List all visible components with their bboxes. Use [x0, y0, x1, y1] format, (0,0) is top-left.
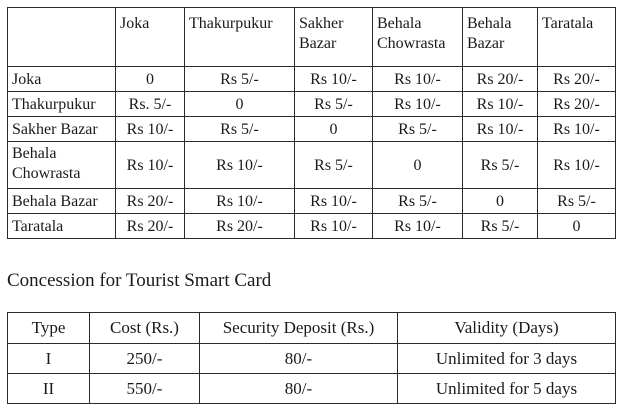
table-row: [8, 374, 616, 404]
fare-table-header-row: [8, 8, 616, 67]
row-header: Joka: [8, 67, 116, 92]
validity-cell: Unlimited for 3 days: [398, 344, 616, 374]
table-row: [8, 117, 616, 142]
column-header: Security Deposit (Rs.): [200, 313, 398, 344]
cost-cell: 250/-: [90, 344, 200, 374]
fare-cell: Rs 5/-: [463, 214, 538, 239]
fare-cell: Rs 10/-: [463, 92, 538, 117]
fare-cell: Rs 10/-: [116, 142, 185, 189]
column-header: Taratala: [538, 8, 616, 67]
fare-cell: 0: [463, 189, 538, 214]
fare-cell: Rs 10/-: [116, 117, 185, 142]
fare-cell: Rs 5/-: [538, 189, 616, 214]
fare-cell: Rs 5/-: [295, 142, 373, 189]
deposit-cell: 80/-: [200, 344, 398, 374]
concession-table: [7, 312, 616, 404]
table-row: [8, 67, 616, 92]
fare-cell: Rs 10/-: [373, 214, 463, 239]
column-header: Behala Bazar: [463, 8, 538, 67]
fare-cell: Rs 10/-: [295, 67, 373, 92]
fare-cell: 0: [185, 92, 295, 117]
fare-cell: Rs 10/-: [538, 117, 616, 142]
fare-cell: Rs 20/-: [116, 189, 185, 214]
fare-cell: 0: [295, 117, 373, 142]
fare-cell: Rs 5/-: [295, 92, 373, 117]
type-cell: II: [8, 374, 90, 404]
row-header: Taratala: [8, 214, 116, 239]
type-cell: I: [8, 344, 90, 374]
fare-cell: Rs 5/-: [463, 142, 538, 189]
deposit-cell: 80/-: [200, 374, 398, 404]
fare-cell: Rs 10/-: [295, 214, 373, 239]
fare-cell: Rs 5/-: [373, 117, 463, 142]
fare-cell: 0: [373, 142, 463, 189]
concession-header-row: [8, 313, 616, 344]
column-header: Joka: [116, 8, 185, 67]
column-header: Type: [8, 313, 90, 344]
fare-cell: Rs 5/-: [373, 189, 463, 214]
cost-cell: 550/-: [90, 374, 200, 404]
column-header: Thakurpukur: [185, 8, 295, 67]
table-row: [8, 142, 616, 189]
fare-cell: Rs 10/-: [185, 142, 295, 189]
fare-cell: Rs. 5/-: [116, 92, 185, 117]
fare-cell: Rs 5/-: [185, 117, 295, 142]
fare-table: [7, 7, 616, 239]
fare-cell: Rs 10/-: [538, 142, 616, 189]
table-row: [8, 189, 616, 214]
row-header: Behala Chowrasta: [8, 142, 116, 189]
table-row: [8, 92, 616, 117]
fare-cell: Rs 20/-: [538, 67, 616, 92]
table-row: [8, 214, 616, 239]
fare-cell: Rs 20/-: [185, 214, 295, 239]
row-header: Behala Bazar: [8, 189, 116, 214]
row-header: Thakurpukur: [8, 92, 116, 117]
fare-cell: Rs 10/-: [373, 92, 463, 117]
column-header: Sakher Bazar: [295, 8, 373, 67]
fare-cell: 0: [538, 214, 616, 239]
fare-cell: Rs 5/-: [185, 67, 295, 92]
fare-cell: Rs 20/-: [463, 67, 538, 92]
fare-cell: Rs 20/-: [116, 214, 185, 239]
column-header: Validity (Days): [398, 313, 616, 344]
row-header: Sakher Bazar: [8, 117, 116, 142]
validity-cell: Unlimited for 5 days: [398, 374, 616, 404]
fare-cell: Rs 10/-: [463, 117, 538, 142]
fare-cell: 0: [116, 67, 185, 92]
fare-cell: Rs 10/-: [185, 189, 295, 214]
column-header: Cost (Rs.): [90, 313, 200, 344]
fare-cell: Rs 10/-: [295, 189, 373, 214]
column-header: Behala Chowrasta: [373, 8, 463, 67]
fare-cell: Rs 20/-: [538, 92, 616, 117]
concession-caption: Concession for Tourist Smart Card: [7, 270, 272, 291]
fare-cell: Rs 10/-: [373, 67, 463, 92]
fare-table-corner-cell: [8, 8, 116, 67]
table-row: [8, 344, 616, 374]
